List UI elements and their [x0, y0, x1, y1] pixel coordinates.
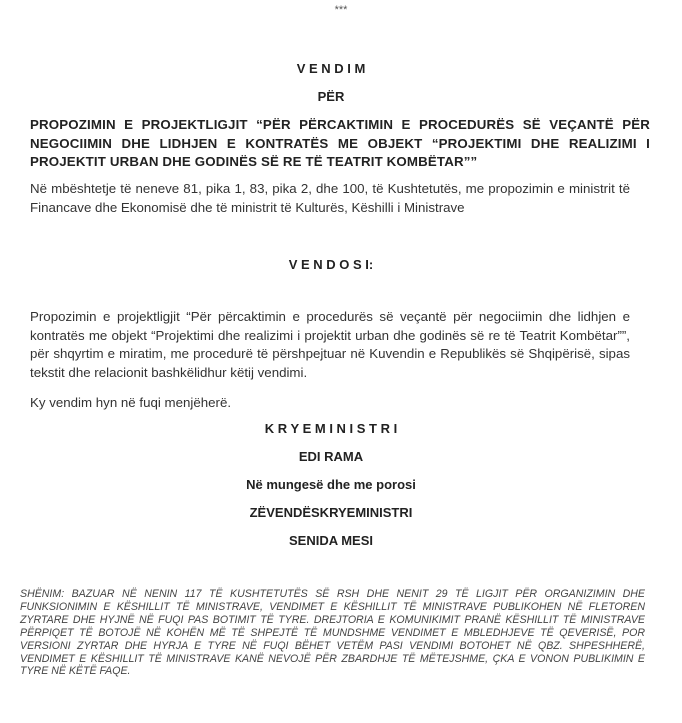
signatory-name: EDI RAMA — [298, 449, 364, 464]
for-label: PËR — [317, 89, 345, 104]
decision-title: PROPOZIMIN E PROJEKTLIGJIT “PËR PËRCAKTIMIN E PROCEDURËS SË VEÇANTË PËR NEGOCIIMIN DHE LIDHJEN E KONTRATËS ME OBJEKT “PROJEKTIMI DHE REALIZIMI I PROJEKTIT URBAN DHE GODINËS SË RE TË TEATRIT KOMBËTAR”” — [30, 117, 650, 169]
legal-basis-paragraph: Në mbështetje të neneve 81, pika 1, 83, pika 2, dhe 100, të Kushtetutës, me propozimin e ministrit të Financave dhe Ekonomisë dhe të ministrit të Kulturës, Këshilli i Ministrave — [30, 181, 630, 215]
absence-note: Në mungesë dhe me porosi — [246, 477, 416, 492]
decided-heading: V E N D O S I: — [288, 257, 374, 272]
decision-paragraph: Propozimin e projektligjit “Për përcaktimin e procedurës së veçantë për negociimin dhe lidhjen e kontratës me objekt “Projektimi dhe realizimi i projektit urban dhe godinës së re të Teatrit Kombëtar””, për shqyrtim e miratim, me procedurë të përshpejtuar në Kuvendin e Republikës së Shqipërisë, sipas tekstit dhe relacionit bashkëlidhur këtij vendimi. — [30, 309, 630, 380]
signatory-role: K R Y E M I N I S T R I — [264, 421, 398, 436]
effect-paragraph: Ky vendim hyn në fuqi menjëherë. — [30, 395, 232, 410]
footnote: SHËNIM: BAZUAR NË NENIN 117 TË KUSHTETUTËS SË RSH DHE NENIT 29 TË LIGJIT PËR ORGANIZIMIN DHE FUNKSIONIMIN E KËSHILLIT TË MINISTRAVE, VENDIMET E KËSHILLIT TË MINISTRAVE PUBLIKOHEN NË FLETOREN ZYRTARE DHE HYJNË NË FUQI PAS BOTIMIT TË TYRE. DREJTORIA E KOMUNIKIMIT PRANË KËSHILLIT TË MINISTRAVE PËRPIQET TË BOTOJË NË KOHËN MË TË SHPEJTË TË MUNDSHME VENDIMET E MBLEDHJEVE TË QEVERISË, POR VERSIONI ZYRTAR DHE HYRJA E TYRE NË FUQI BËHET VETËM PASI VENDIMI BOTOHET NË QBZ. SHPESHHERË, VENDIMET E KËSHILLIT TË MINISTRAVE KANË NEVOJË PËR ZBARDHJE TË MËTEJSHME, ÇKA E VONON PUBLIKIMIN E TYRE NË KËTË FAQE. — [20, 588, 645, 678]
document-heading: V E N D I M — [296, 61, 366, 76]
deputy-name: SENIDA MESI — [288, 533, 374, 548]
deputy-role: ZËVENDËSKRYEMINISTRI — [249, 505, 413, 520]
separator-stars: *** — [334, 4, 348, 16]
